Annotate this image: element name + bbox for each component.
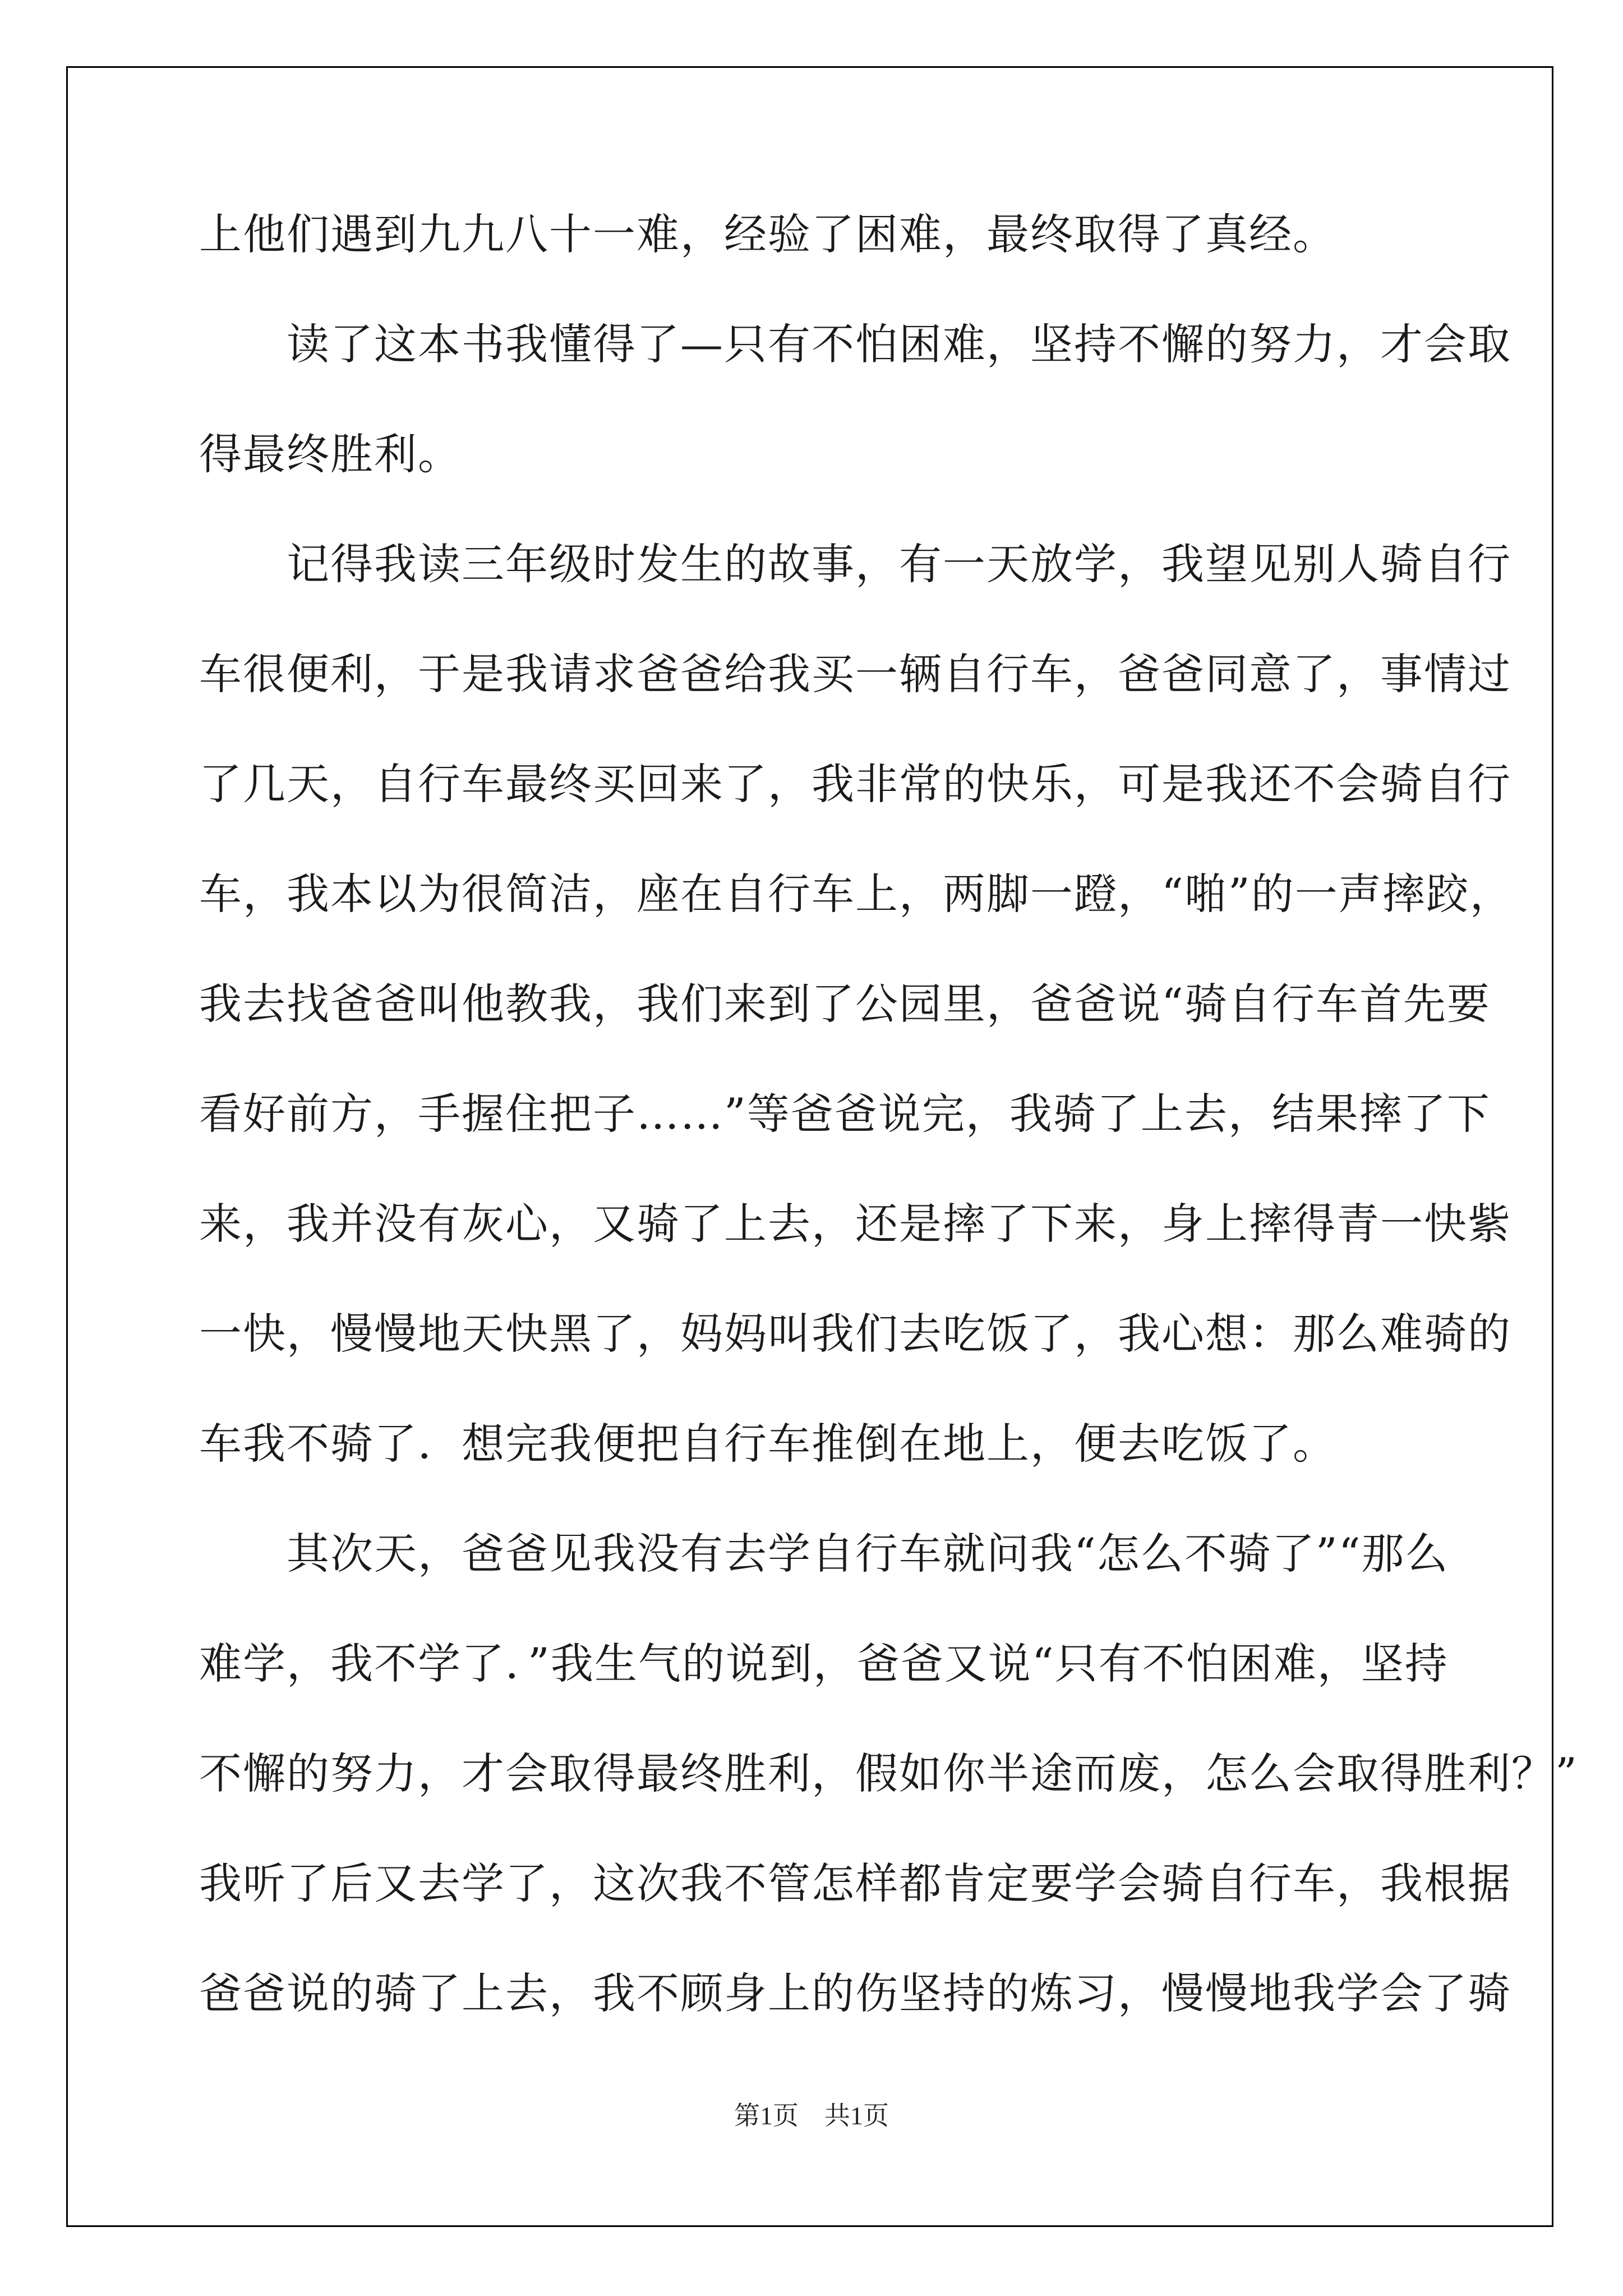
text-line: 了几天，自行车最终买回来了，我非常的快乐，可是我还不会骑自行 xyxy=(199,759,1511,809)
text-line: 一快，慢慢地天快黑了，妈妈叫我们去吃饭了，我心想：那么难骑的 xyxy=(199,1309,1511,1359)
text-line: 难学，我不学了．”我生气的说到，爸爸又说“只有不怕困难，坚持 xyxy=(199,1639,1449,1688)
text-line: 读了这本书我懂得了—只有不怕困难，坚持不懈的努力，才会取 xyxy=(199,319,1511,369)
text-line: 爸爸说的骑了上去，我不顾身上的伤坚持的炼习，慢慢地我学会了骑 xyxy=(199,1968,1511,2018)
text-line: 得最终胜利。 xyxy=(199,429,462,479)
text-line: 上他们遇到九九八十一难，经验了困难，最终取得了真经。 xyxy=(199,209,1336,259)
text-line: 看好前方，手握住把子……”等爸爸说完，我骑了上去，结果摔了下 xyxy=(199,1089,1491,1139)
page-number-footer: 第1页 共1页 xyxy=(734,2101,889,2130)
text-line: 记得我读三年级时发生的故事，有一天放学，我望见别人骑自行 xyxy=(199,539,1511,589)
text-line: 我去找爸爸叫他教我，我们来到了公园里，爸爸说“骑自行车首先要 xyxy=(199,979,1491,1029)
text-line: 车很便利，于是我请求爸爸给我买一辆自行车，爸爸同意了，事情过 xyxy=(199,649,1511,699)
text-line: 车，我本以为很简洁，座在自行车上，两脚一蹬，“啪”的一声摔跤， xyxy=(199,869,1514,919)
text-line: 车我不骑了．想完我便把自行车推倒在地上，便去吃饭了。 xyxy=(199,1419,1336,1469)
text-line: 我听了后又去学了，这次我不管怎样都肯定要学会骑自行车，我根据 xyxy=(199,1858,1511,1908)
text-line: 来，我并没有灰心，又骑了上去，还是摔了下来，身上摔得青一快紫 xyxy=(199,1199,1511,1249)
text-line: 不懈的努力，才会取得最终胜利，假如你半途而废，怎么会取得胜利？” xyxy=(199,1749,1578,1798)
text-line: 其次天，爸爸见我没有去学自行车就问我“怎么不骑了”“那么 xyxy=(199,1529,1449,1579)
